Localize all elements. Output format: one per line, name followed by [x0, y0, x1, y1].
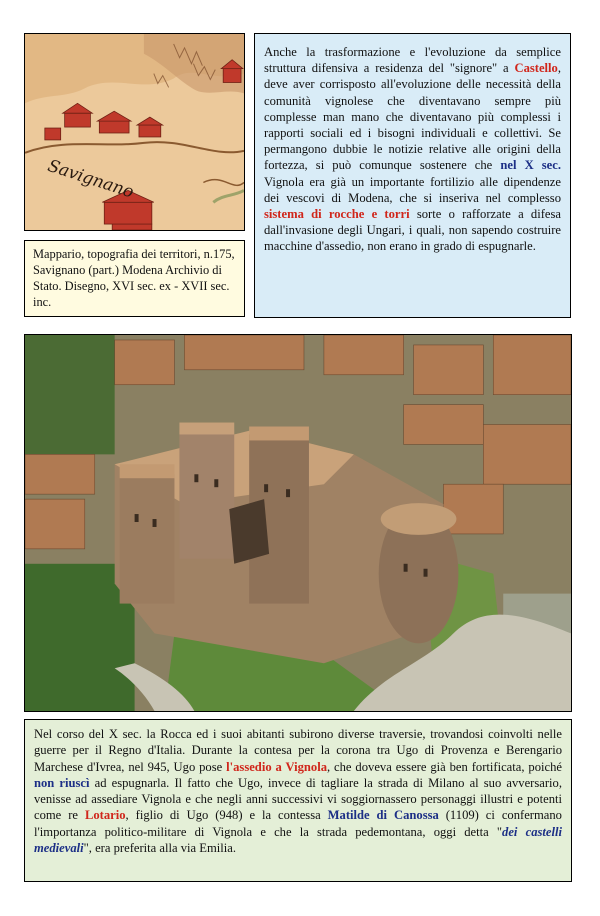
historical-map-image — [24, 33, 245, 231]
history-text-6: ", era preferita alla via Emilia. — [83, 841, 236, 856]
highlight-non-riusci: non riuscì — [34, 775, 90, 790]
history-text-box — [24, 719, 572, 882]
highlight-matilde: Matilde di Canossa — [327, 808, 439, 823]
intro-text-1: Anche la trasformazione e l'evoluzione da semplice struttura difensiva a residenza del "signore" a — [264, 45, 561, 76]
intro-text-box — [254, 33, 571, 318]
intro-text-4: sorte o rafforzate a difesa dall'invasione degli Ungari, i quali, non sapendo costruire macchine d'assedio, non erano in grado di espugnarle. — [264, 207, 561, 254]
highlight-castelli-medievali: dei castelli medievali — [34, 824, 562, 856]
intro-text-3: Vignola era già un importante fortilizio alle dipendenze dei vescovi di Modena, che si inseriva nel complesso — [264, 174, 561, 205]
highlight-castello: Castello — [514, 61, 558, 76]
history-text-5: (1109) ci confermano l'importanza politico-militare di Vignola e che la strada pedemontana, oggi detta " — [34, 808, 562, 839]
map-place-label: Savignano — [45, 155, 137, 202]
intro-text-2: , deve aver corrisposto all'evoluzione delle necessità della comunità vignolese che diventavano sempre più complesse man mano che diventavano più complessi i rapporti sociali ed i bisogni individuali e collettivi. Se permangono dubbie le notizie relative alle origini della fortezza, si può comunque sostenere che — [264, 61, 561, 173]
history-text-2: , che doveva essere già ben fortificata, poiché — [327, 759, 562, 774]
history-text-3: ad espugnarla. Il fatto che Ugo, invece di tagliare la strada di Milano al suo avversario, venisse ad assediare Vignola e che negli anni successivi vi soggiornassero personaggi illustri e potenti come re — [34, 775, 562, 823]
highlight-lotario: Lotario — [84, 808, 126, 823]
highlight-x-century: nel X sec. — [500, 158, 561, 173]
highlight-assedio: l'assedio a Vignola — [226, 759, 327, 774]
map-caption — [24, 240, 245, 317]
history-text-4: , figlio di Ugo (948) e la contessa — [125, 808, 328, 823]
history-text-1: Nel corso del X sec. la Rocca ed i suoi abitanti subirono diverse traversie, trovandosi coinvolti nelle guerre per il Regno d'Italia. Durante la contesa per la corona tra Ugo di Provenza e Berengario Marchese d'Ivrea, nel 945, Ugo pose — [34, 727, 562, 774]
castle-aerial-photo — [24, 334, 572, 712]
highlight-sistema-rocche: sistema di rocche e torri — [264, 207, 410, 222]
map-caption-text: Mappario, topografia dei territori, n.175, Savignano (part.) Modena Archivio di Stato. Disegno, XVI sec. ex - XVII sec. inc. — [33, 247, 235, 309]
